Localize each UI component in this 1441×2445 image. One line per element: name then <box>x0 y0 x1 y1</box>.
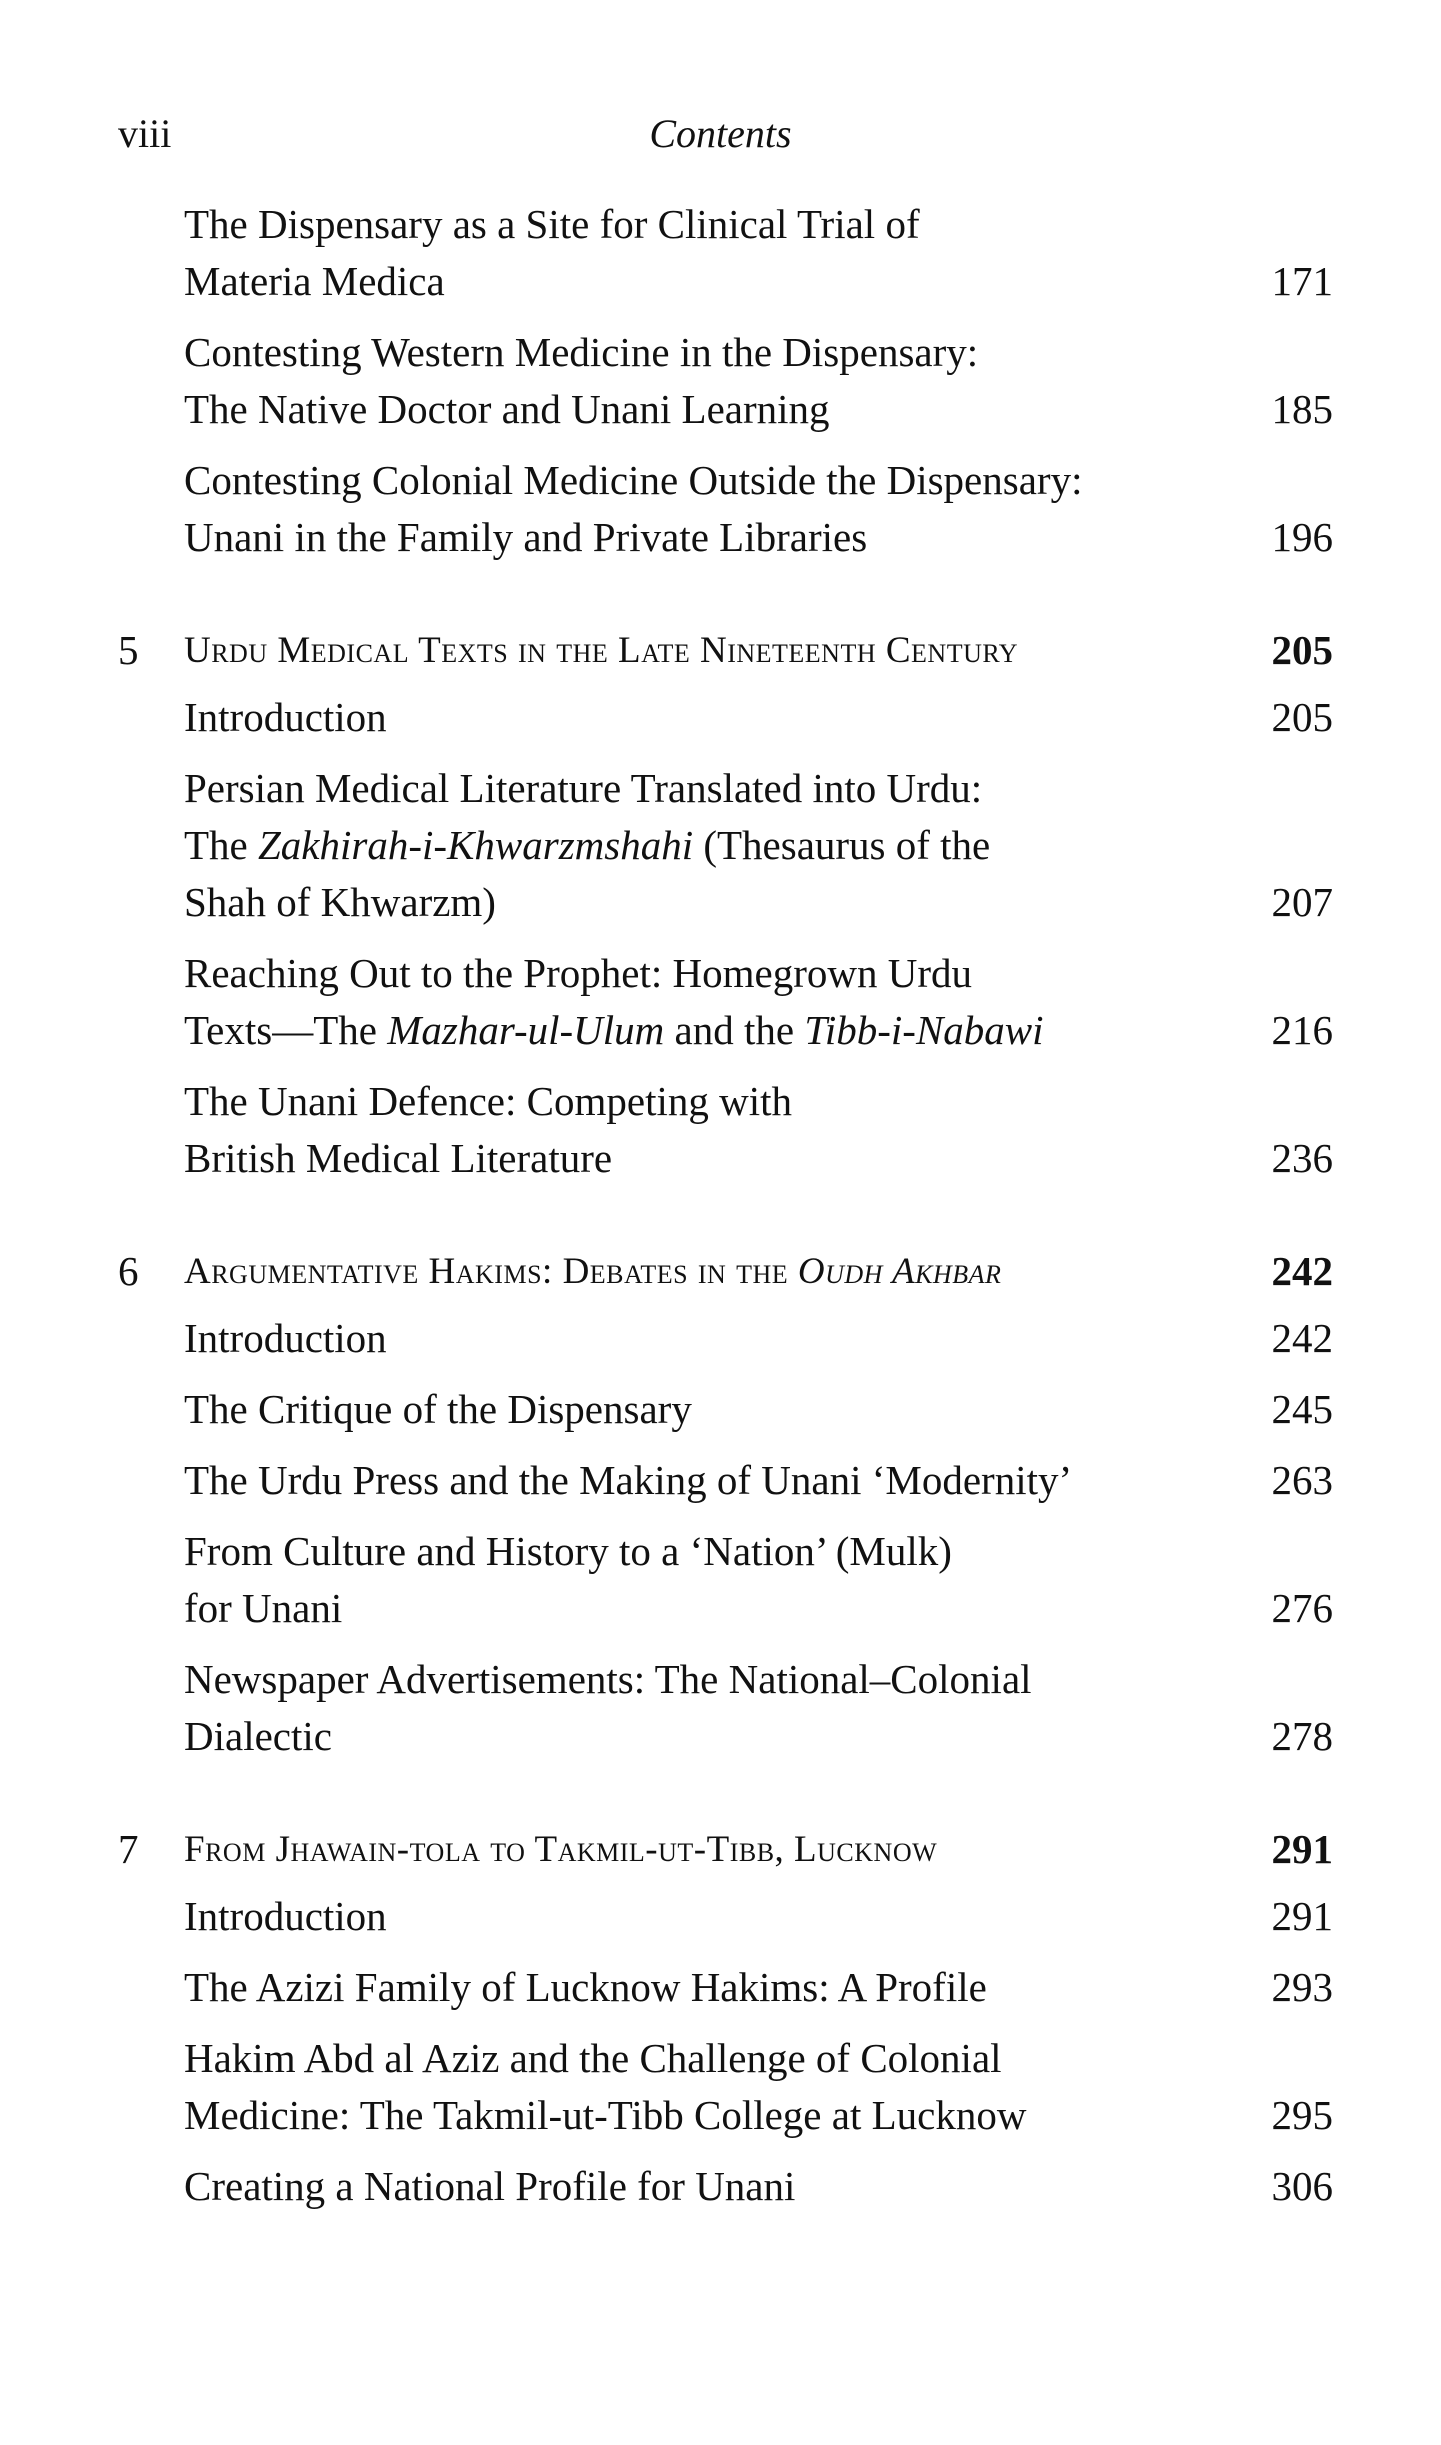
toc-entry-page-number: 263 <box>1271 1457 1333 1503</box>
chapter-number: 6 <box>118 1248 139 1294</box>
toc-entry[interactable] <box>118 1959 1333 2016</box>
toc-entry-page-number: 278 <box>1271 1713 1333 1759</box>
toc-entry[interactable] <box>118 760 1333 931</box>
chapter-number: 7 <box>118 1826 139 1872</box>
toc-entry-title: Introduction <box>184 694 387 740</box>
chapter-heading[interactable] <box>118 1821 1333 1878</box>
toc-entry-page-number: 306 <box>1271 2163 1333 2209</box>
toc-entry-page-number: 207 <box>1271 879 1333 925</box>
chapter-heading[interactable] <box>118 622 1333 679</box>
toc-entry-title: Contesting Western Medicine in the Dispensary: The Native Doctor and Unani Learning <box>184 329 979 432</box>
toc-entry-page-number: 205 <box>1271 694 1333 740</box>
toc-entry[interactable] <box>118 196 1333 310</box>
toc-entry-title: Introduction <box>184 1893 387 1939</box>
toc-entry-title: Hakim Abd al Aziz and the Challenge of Colonial Medicine: The Takmil-ut-Tibb College at Lucknow <box>184 2035 1027 2138</box>
chapter-page-number: 242 <box>1271 1248 1333 1294</box>
toc-entry[interactable] <box>118 689 1333 746</box>
toc-entry-page-number: 196 <box>1271 514 1333 560</box>
toc-entry-page-number: 293 <box>1271 1964 1333 2010</box>
toc-entry-title: The Azizi Family of Lucknow Hakims: A Profile <box>184 1964 987 2010</box>
toc-entry-page-number: 245 <box>1271 1386 1333 1432</box>
toc-entry-page-number: 216 <box>1271 1007 1333 1053</box>
toc-entry[interactable] <box>118 1310 1333 1367</box>
toc-entry-title: The Dispensary as a Site for Clinical Trial of Materia Medica <box>184 201 920 304</box>
toc-entry-page-number: 242 <box>1271 1315 1333 1361</box>
toc-entry-title: From Culture and History to a ‘Nation’ (Mulk) for Unani <box>184 1528 952 1631</box>
toc-entry[interactable] <box>118 1452 1333 1509</box>
toc-entry-title: Contesting Colonial Medicine Outside the Dispensary: Unani in the Family and Private Libraries <box>184 457 1083 560</box>
chapter-title: Argumentative Hakims: Debates in the Oudh Akhbar <box>184 1251 1002 1292</box>
toc-entry[interactable] <box>118 452 1333 566</box>
running-head <box>118 110 1323 170</box>
chapter-number: 5 <box>118 627 139 673</box>
toc-entry[interactable] <box>118 1073 1333 1187</box>
toc-entry[interactable] <box>118 1651 1333 1765</box>
toc-entry[interactable] <box>118 1523 1333 1637</box>
toc-entry[interactable] <box>118 945 1333 1059</box>
toc-entry-page-number: 291 <box>1271 1893 1333 1939</box>
toc-entry[interactable] <box>118 2030 1333 2144</box>
toc-entry-page-number: 295 <box>1271 2092 1333 2138</box>
toc-entry-title: Reaching Out to the Prophet: Homegrown Urdu Texts—The Mazhar-ul-Ulum and the Tibb-i-Nabawi <box>184 950 1044 1053</box>
page-folio: viii <box>118 111 172 156</box>
toc-entry-title: The Unani Defence: Competing with British Medical Literature <box>184 1078 792 1181</box>
toc-entry-title: Introduction <box>184 1315 387 1361</box>
table-of-contents <box>118 196 1333 2229</box>
toc-entry-title: Persian Medical Literature Translated into Urdu: The Zakhirah-i-Khwarzmshahi (Thesaurus of the Shah of Khwarzm) <box>184 765 991 925</box>
toc-entry-title: The Urdu Press and the Making of Unani ‘Modernity’ <box>184 1457 1073 1503</box>
running-title: Contents <box>649 111 792 156</box>
toc-entry[interactable] <box>118 324 1333 438</box>
toc-entry-title: Newspaper Advertisements: The National–Colonial Dialectic <box>184 1656 1032 1759</box>
chapter-page-number: 205 <box>1271 627 1333 673</box>
toc-entry-title: Creating a National Profile for Unani <box>184 2163 796 2209</box>
toc-entry-title: The Critique of the Dispensary <box>184 1386 692 1432</box>
toc-entry-page-number: 236 <box>1271 1135 1333 1181</box>
chapter-page-number: 291 <box>1271 1826 1333 1872</box>
toc-entry[interactable] <box>118 1888 1333 1945</box>
chapter-title: From Jhawain-tola to Takmil-ut-Tibb, Lucknow <box>184 1829 938 1870</box>
chapter-heading[interactable] <box>118 1243 1333 1300</box>
chapter-title: Urdu Medical Texts in the Late Nineteenth Century <box>184 630 1019 671</box>
toc-entry[interactable] <box>118 1381 1333 1438</box>
toc-entry[interactable] <box>118 2158 1333 2215</box>
toc-entry-page-number: 171 <box>1271 258 1333 304</box>
toc-entry-page-number: 185 <box>1271 386 1333 432</box>
toc-entry-page-number: 276 <box>1271 1585 1333 1631</box>
